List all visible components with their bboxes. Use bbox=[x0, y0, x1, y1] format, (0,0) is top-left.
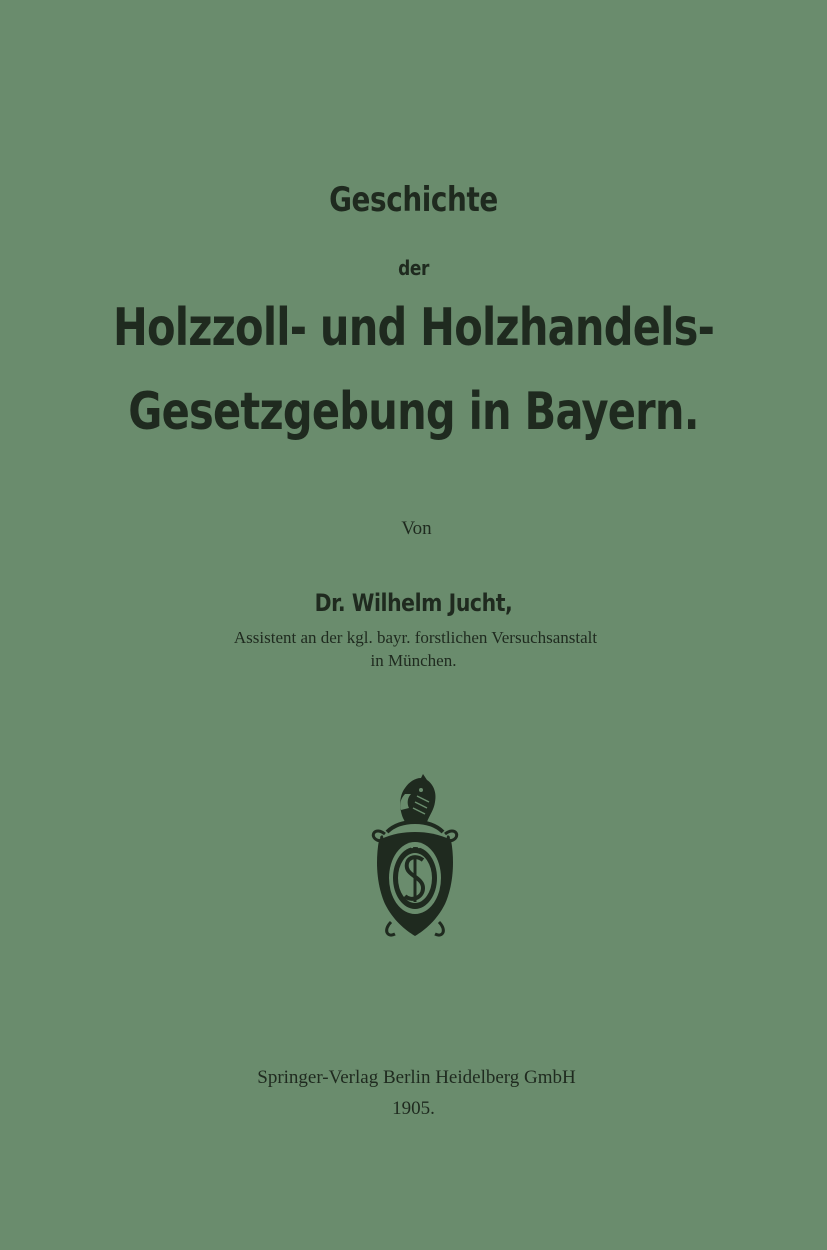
author-affiliation-line-1: Assistent an der kgl. bayr. forstlichen Versuchsanstalt bbox=[233, 628, 598, 647]
author-name: Dr. Wilhelm Jucht, bbox=[314, 589, 513, 617]
title-line-4: Gesetzgebung in Bayern. bbox=[128, 382, 699, 442]
byline-von: Von bbox=[401, 518, 432, 539]
title-line-2: der bbox=[398, 256, 429, 280]
title-line-3: Holzzoll- und Holzhandels- bbox=[112, 298, 715, 358]
publisher-name: Springer-Verlag Berlin Heidelberg GmbH bbox=[257, 1067, 576, 1088]
title-line-1: Geschichte bbox=[329, 180, 498, 220]
author-affiliation-line-2: in München. bbox=[370, 651, 457, 670]
publication-year: 1905. bbox=[392, 1098, 435, 1119]
springer-emblem-icon bbox=[365, 774, 465, 940]
